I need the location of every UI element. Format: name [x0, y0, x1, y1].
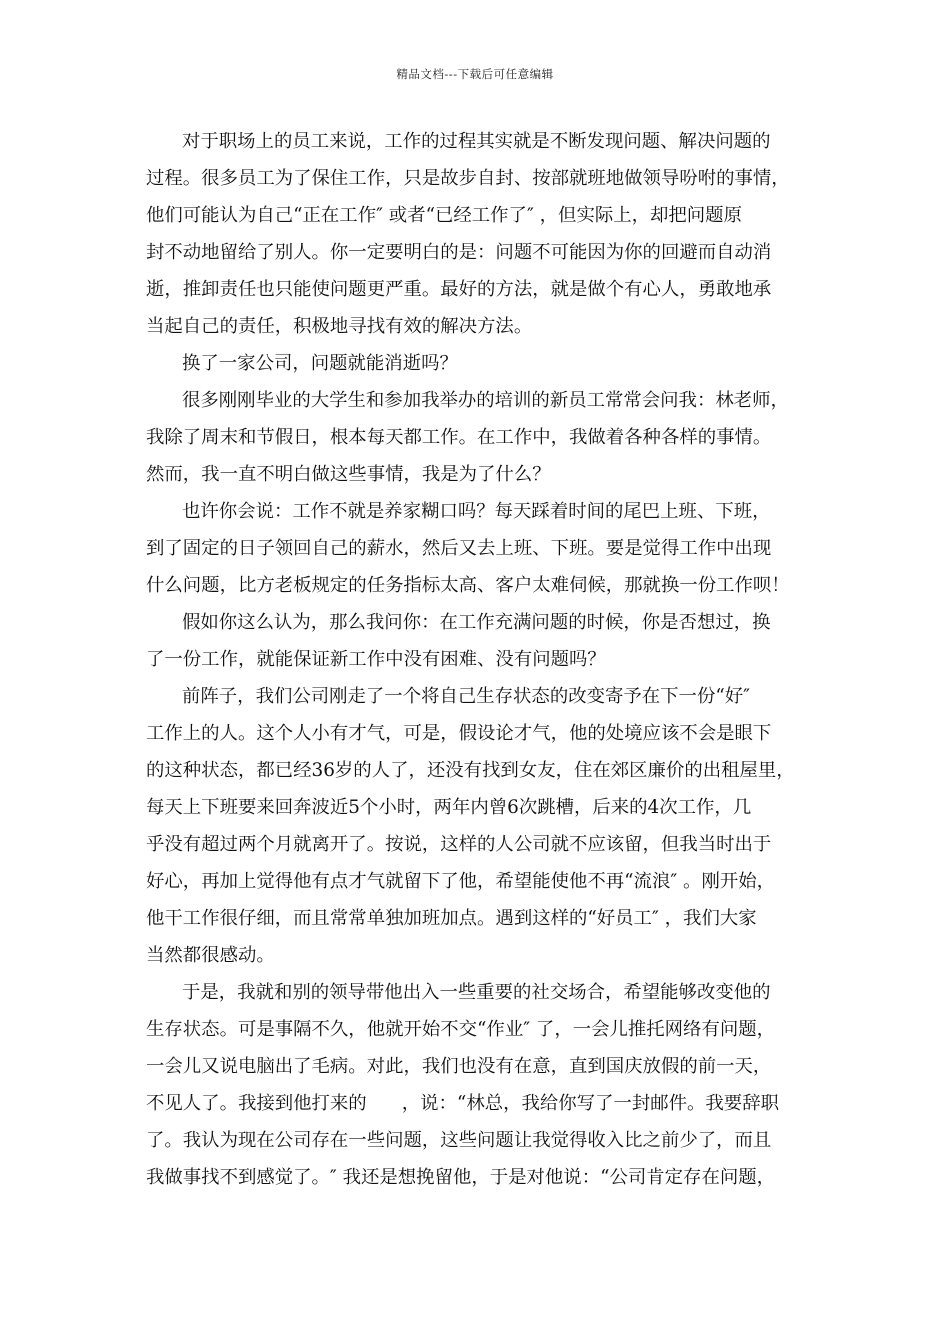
- text-line: 好心，再加上觉得他有点才气就留下了他，希望能使他不再“流浪″ 。刚开始，: [146, 871, 776, 892]
- text-line: 他们可能认为自己“正在工作″ 或者“已经工作了″ ，但实际上，却把问题原: [146, 205, 742, 226]
- text-line: 于是，我就和别的领导带他出入一些重要的社交场合，希望能够改变他的: [182, 982, 771, 1003]
- text-line: 当起自己的责任，积极地寻找有效的解决方法。: [146, 316, 533, 337]
- text-line: 前阵子，我们公司刚走了一个将自己生存状态的改变寄予在下一份“好″: [182, 686, 750, 707]
- text-line: 我做事找不到感觉了。″ 我还是想挽留他，于是对他说：“公司肯定存在问题，: [146, 1167, 776, 1188]
- text-line: 也许你会说：工作不就是养家糊口吗？每天踩着时间的尾巴上班、下班，: [182, 501, 771, 522]
- text-line: 不见人了。我接到他打来的 ，说：“林总，我给你写了一封邮件。我要辞职: [146, 1093, 779, 1114]
- text-line: 假如你这么认为，那么我问你：在工作充满问题的时候，你是否想过，换: [182, 612, 771, 633]
- text-line: 乎没有超过两个月就离开了。按说，这样的人公司就不应该留，但我当时出于: [146, 834, 772, 855]
- section-heading: 换了一家公司，问题就能消逝吗？: [182, 353, 458, 374]
- text-line: 很多刚刚毕业的大学生和参加我举办的培训的新员工常常会问我：林老师，: [182, 390, 789, 411]
- text-line: 的这种状态，都已经36岁的人了，还没有找到女友，住在郊区廉价的出租屋里，: [146, 760, 795, 781]
- text-line: 封不动地留给了别人。你一定要明白的是：问题不可能因为你的回避而自动消: [146, 242, 772, 263]
- text-line: 当然都很感动。: [146, 945, 275, 966]
- text-line: 一会儿又说电脑出了毛病。对此，我们也没有在意，直到国庆放假的前一天，: [146, 1056, 772, 1077]
- text-line: 我除了周末和节假日，根本每天都工作。在工作中，我做着各种各样的事情。: [146, 427, 772, 448]
- text-line: 工作上的人。这个人小有才气，可是，假设论才气，他的处境应该不会是眼下: [146, 723, 772, 744]
- text-line: 了一份工作，就能保证新工作中没有困难、没有问题吗？: [146, 649, 606, 670]
- text-line: 对于职场上的员工来说，工作的过程其实就是不断发现问题、解决问题的: [182, 131, 771, 152]
- page-header: 精品文档---下载后可任意编辑: [396, 67, 554, 81]
- text-line: 到了固定的日子领回自己的薪水，然后又去上班、下班。要是觉得工作中出现: [146, 538, 772, 559]
- document-body: [146, 123, 816, 1196]
- text-line: 然而，我一直不明白做这些事情，我是为了什么？: [146, 464, 551, 485]
- text-line: 过程。很多员工为了保住工作，只是故步自封、按部就班地做领导吩咐的事情，: [146, 168, 790, 189]
- text-line: 生存状态。可是事隔不久，他就开始不交“作业″ 了，一会儿推托网络有问题，: [146, 1019, 776, 1040]
- text-line: 逝，推卸责任也只能使问题更严重。最好的方法，就是做个有心人，勇敢地承: [146, 279, 772, 300]
- text-line: 了。我认为现在公司存在一些问题，这些问题让我觉得收入比之前少了，而且: [146, 1130, 772, 1151]
- text-line: 他干工作很仔细，而且常常单独加班加点。遇到这样的“好员工″ ，我们大家: [146, 908, 757, 929]
- text-line: 每天上下班要来回奔波近5个小时，两年内曾6次跳槽，后来的4次工作，几: [146, 797, 752, 818]
- text-line: 什么问题，比方老板规定的任务指标太高、客户太难伺候，那就换一份工作呗！: [146, 575, 790, 596]
